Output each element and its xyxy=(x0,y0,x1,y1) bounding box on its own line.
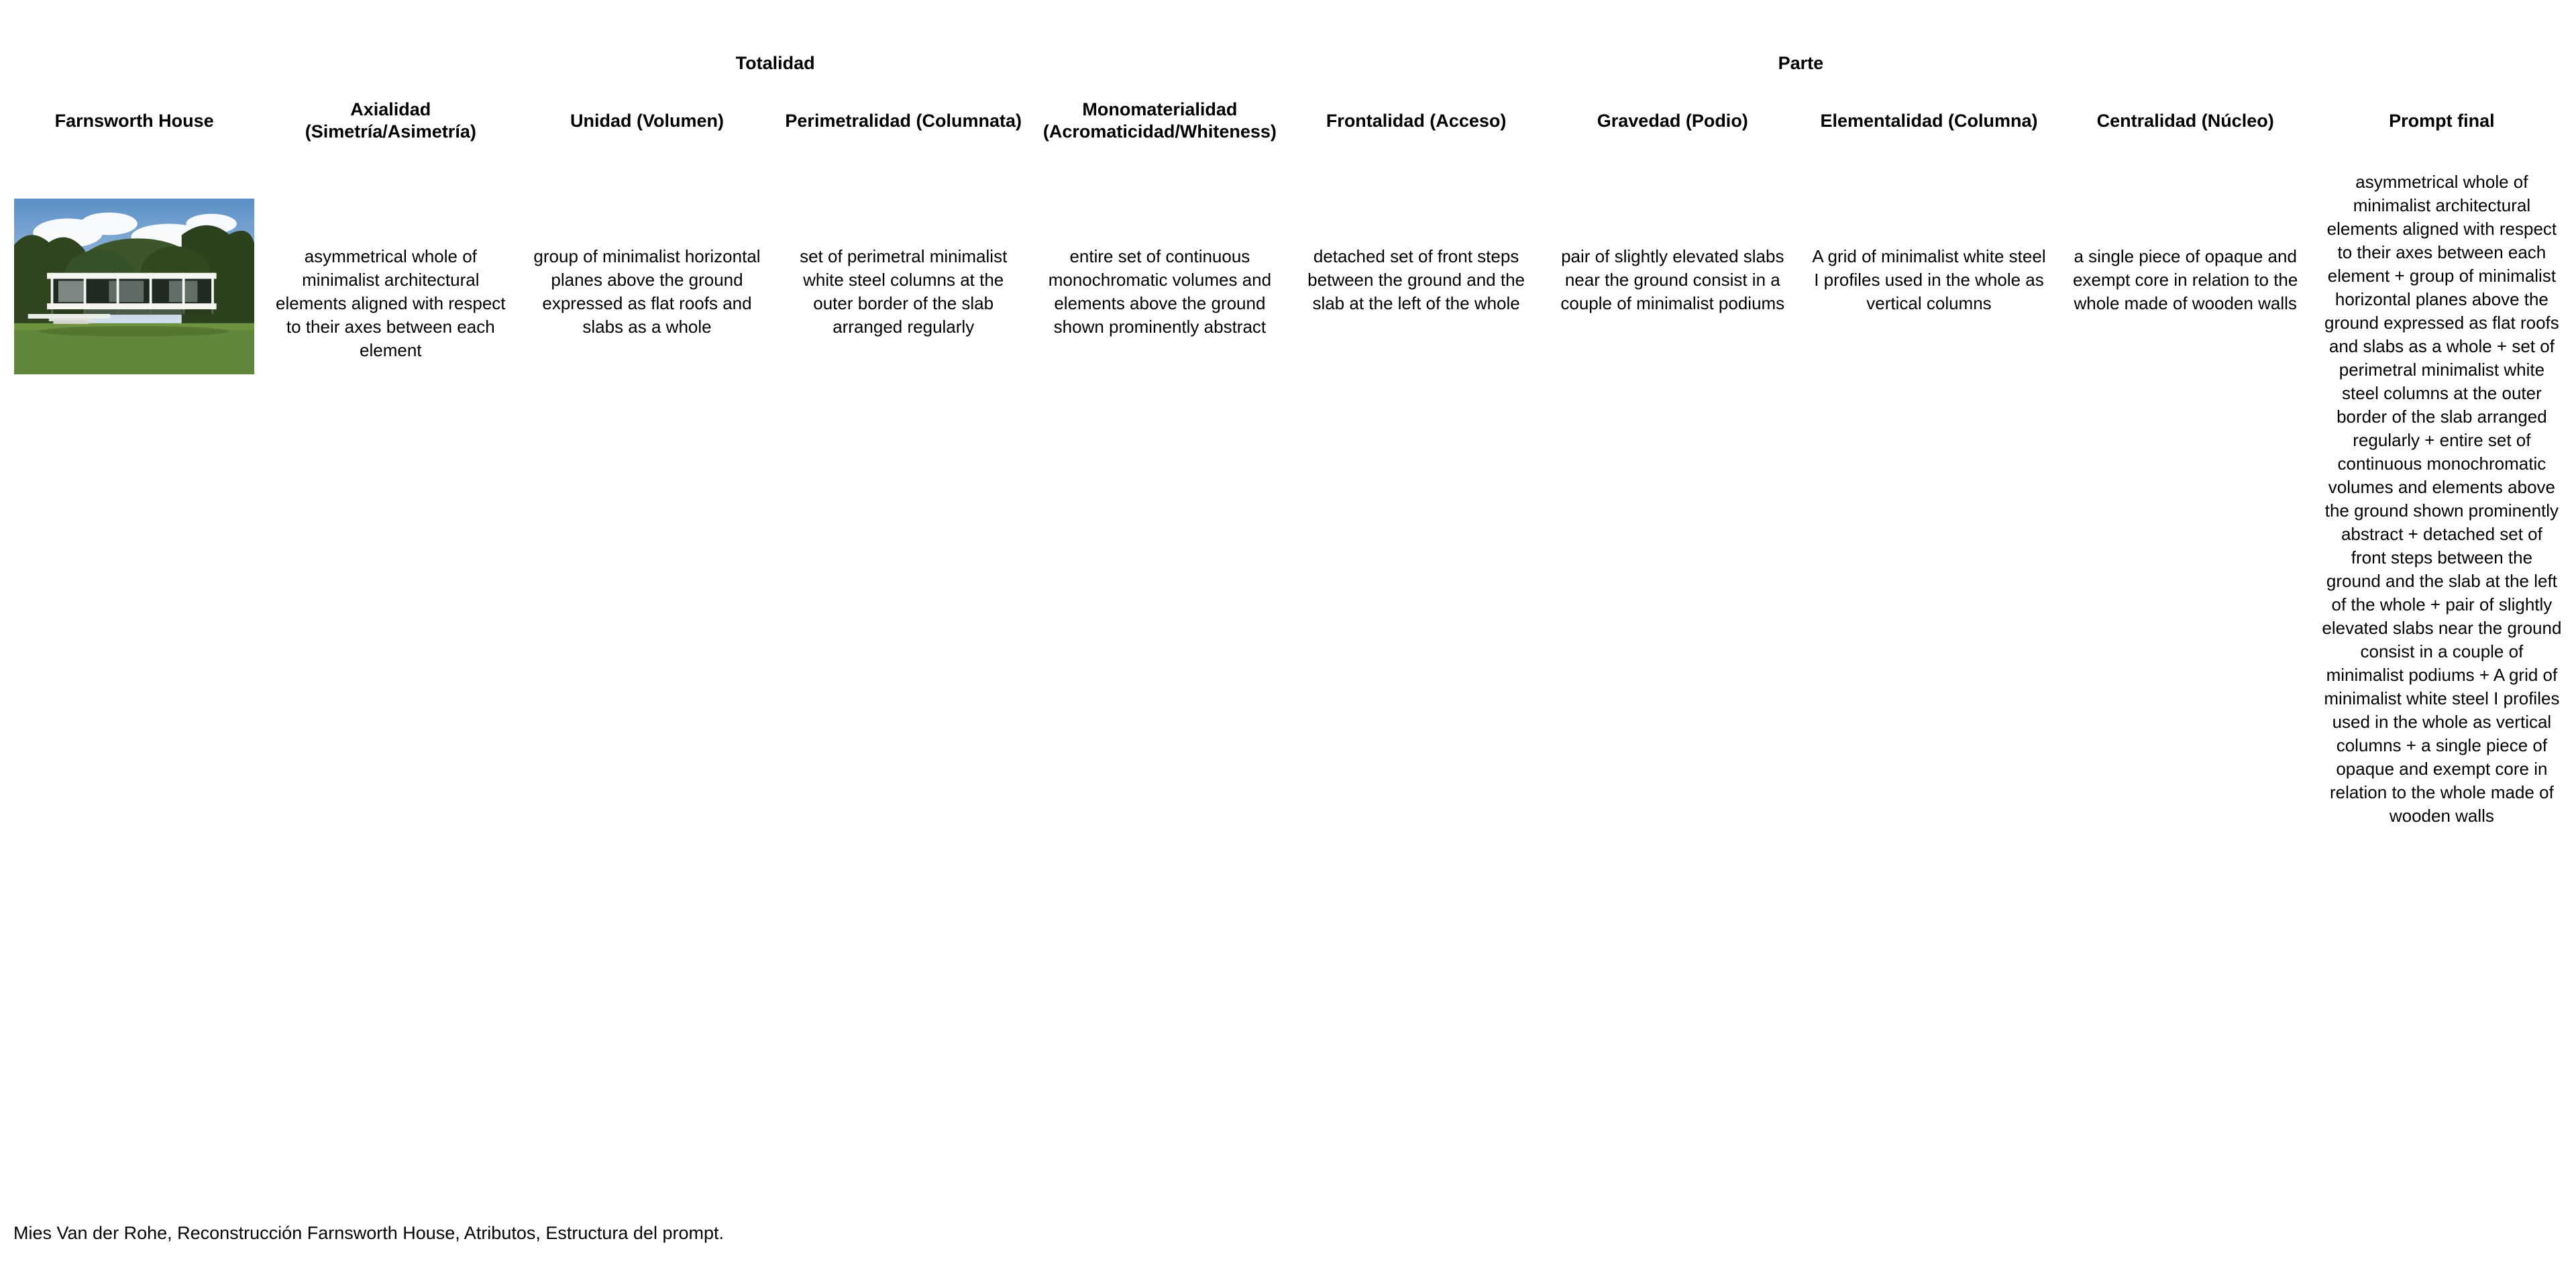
attribute-text-elementalidad: A grid of minimalist white steel I profiles used in the whole as vertical columns xyxy=(1812,246,2046,313)
column-header-monomaterialidad: Monomaterialidad (Acromaticidad/Whiteness) xyxy=(1042,99,1277,142)
prompt-final-text: asymmetrical whole of minimalist architectural elements aligned with respect to their axes between each element + group of minimalist horizontal planes above the ground expressed as flat roofs and slabs as a whole + set of perimetral minimalist white steel columns at the outer border of the slab arranged regularly + entire set of continuous monochromatic volumes and elements above the ground shown prominently abstract + detached set of front steps between the ground and the slab at the left of the whole + pair of slightly elevated slabs near the ground consist in a couple of minimalist podiums + A grid of minimalist white steel I profiles used in the whole as vertical columns + a single piece of opaque and exempt core in relation to the whole made of wooden walls xyxy=(2322,172,2562,826)
farnsworth-house-photo-cell xyxy=(10,170,258,828)
column-header-frontalidad: Frontalidad (Acceso) xyxy=(1326,110,1507,131)
attribute-text-perimetralidad: set of perimetral minimalist white steel columns at the outer border of the slab arranged regularly xyxy=(800,246,1008,337)
attribute-text-axialidad: asymmetrical whole of minimalist architectural elements aligned with respect to their axes between each element xyxy=(276,246,506,360)
attribute-text-centralidad: a single piece of opaque and exempt core in relation to the whole made of wooden walls xyxy=(2073,246,2298,313)
column-header-prompt-final: Prompt final xyxy=(2389,110,2495,131)
farnsworth-house-photo xyxy=(14,199,254,374)
group-header-row xyxy=(10,52,2566,80)
caption: Mies Van der Rohe, Reconstrucción Farnsworth House, Atributos, Estructura del prompt. xyxy=(13,1223,724,1243)
column-header-centralidad: Centralidad (Núcleo) xyxy=(2096,110,2274,131)
attribute-text-unidad: group of minimalist horizontal planes above the ground expressed as flat roofs and slabs as a whole xyxy=(533,246,761,337)
attributes-row xyxy=(10,170,2566,828)
column-header-farnsworth-house: Farnsworth House xyxy=(54,110,214,131)
column-header-unidad: Unidad (Volumen) xyxy=(570,110,724,131)
column-header-gravedad: Gravedad (Podio) xyxy=(1597,110,1748,131)
column-header-perimetralidad: Perimetralidad (Columnata) xyxy=(785,110,1022,131)
attribute-text-monomaterialidad: entire set of continuous monochromatic volumes and elements above the ground shown prominently abstract xyxy=(1048,246,1272,337)
attribute-text-frontalidad: detached set of front steps between the ground and the slab at the left of the whole xyxy=(1307,246,1525,313)
group-header-totalidad: Totalidad xyxy=(735,53,815,73)
column-header-axialidad: Axialidad (Simetría/Asimetría) xyxy=(305,99,476,142)
attribute-text-gravedad: pair of slightly elevated slabs near the ground consist in a couple of minimalist podiums xyxy=(1560,246,1785,313)
group-header-parte: Parte xyxy=(1778,53,1824,73)
column-header-elementalidad: Elementalidad (Columna) xyxy=(1820,110,2038,131)
column-header-row xyxy=(10,87,2566,154)
